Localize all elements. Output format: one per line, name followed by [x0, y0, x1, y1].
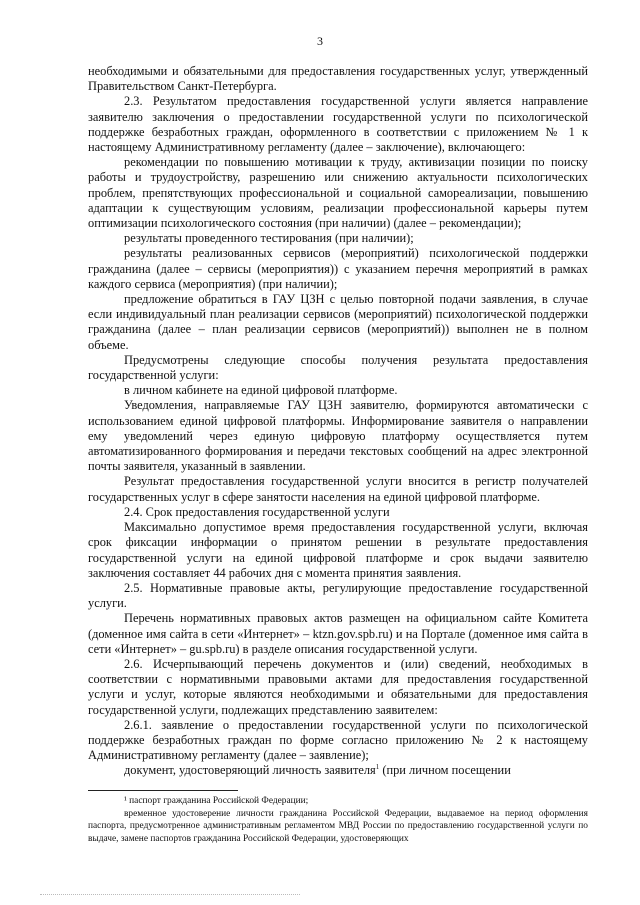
footnote-marker: 1 — [375, 763, 380, 772]
paragraph: результаты проведенного тестирования (при наличии); — [124, 231, 414, 246]
section-heading: 2.4. Срок предоставления государственной услуги — [124, 504, 390, 519]
section-heading: 2.5. Нормативные правовые акты, регулирующие предоставление государственной услуги. — [88, 580, 588, 611]
footnote: временное удостоверение личности гражданина Российской Федерации, выдаваемое на период оформления паспорта, предусмотренное административным регламентом МВД России по предоставлению государственной услуги по выдаче, замене паспортов гражданина Российской Федерации, удостоверяющих — [88, 808, 588, 844]
footnote: ¹ паспорт гражданина Российской Федерации; — [124, 796, 309, 806]
paragraph: Перечень нормативных правовых актов размещен на официальном сайте Комитета (доменное имя сайта в сети «Интернет» – ktzn.gov.spb.ru) и на Портале (доменное имя сайта в сети «Интернет» – gu.spb.ru) в разделе описания государственной услуги. — [88, 611, 588, 656]
body-text — [88, 64, 588, 779]
paragraph: необходимыми и обязательными для предоставления государственных услуг, утвержденный Правительством Санкт-Петербурга. — [88, 64, 588, 94]
paragraph: 2.3. Результатом предоставления государственной услуги является направление заявителю заключения о предоставлении государственной услуги по психологической поддержке безработных граждан, оформленного в соответствии с приложением № 1 к настоящему Административному регламенту (далее – заключение), включающего: — [88, 94, 588, 155]
paragraph: Уведомления, направляемые ГАУ ЦЗН заявителю, формируются автоматически с использованием единой цифровой платформы. Информирование заявителя о направлении ему уведомлений через единую цифровую платформу осуществляется путем автоматизированного формирования и передачи текстовых сообщений на адрес электронной почты заявителя, указанный в заявлении. — [88, 398, 588, 474]
paragraph: Результат предоставления государственной услуги вносится в регистр получателей государственных услуг в сфере занятости населения на единой цифровой платформе. — [88, 474, 588, 504]
footnote-divider — [88, 790, 238, 791]
page-number: 3 — [317, 34, 323, 48]
paragraph: Предусмотрены следующие способы получения результата предоставления государственной услуги: — [88, 352, 588, 383]
scan-artifact — [40, 894, 300, 895]
paragraph-text: документ, удостоверяющий личность заявителя — [124, 763, 376, 778]
paragraph-text-continued: (при личном посещении — [379, 763, 511, 778]
footnotes — [88, 795, 588, 845]
paragraph: 2.6. Исчерпывающий перечень документов и (или) сведений, необходимых в соответствии с нормативными правовыми актами для предоставления государственной услуги и услуг, которые являются необходимыми и обязательными для предоставления государственной услуги, подлежащих представлению заявителем: — [88, 656, 588, 717]
paragraph: предложение обратиться в ГАУ ЦЗН с целью повторной подачи заявления, в случае если индивидуальный план реализации сервисов (мероприятий) психологической поддержки гражданина (далее – план реализации сервисов (мероприятий)) выполнен не в полном объеме. — [88, 292, 588, 352]
paragraph-with-footnote — [88, 763, 588, 778]
paragraph: в личном кабинете на единой цифровой платформе. — [124, 383, 398, 398]
paragraph: рекомендации по повышению мотивации к труду, активизации позиции по поиску работы и трудоустройству, разрешению или снижению актуальности психологических проблем, препятствующих профессиональной и социальной самореализации, повышению адаптации к существующим условиям, реализации профессиональной карьеры путем оптимизации психологического состояния (при наличии) (далее – рекомендации); — [88, 155, 588, 231]
paragraph: результаты реализованных сервисов (мероприятий) психологической поддержки гражданина (далее – сервисы (мероприятия)) с указанием перечня мероприятий в рамках каждого сервиса (мероприятия) (при наличии); — [88, 246, 588, 291]
paragraph: Максимально допустимое время предоставления государственной услуги, включая срок фиксации информации о принятом решении в результате предоставления государственной услуги на единой цифровой платформе и срок выдачи заявителю заключения составляет 44 рабочих дня с момента принятия заявления. — [88, 520, 588, 580]
paragraph: 2.6.1. заявление о предоставлении государственной услуги по психологической поддержке безработных граждан по форме согласно приложению № 2 к настоящему Административному регламенту (далее – заявление); — [88, 717, 588, 763]
